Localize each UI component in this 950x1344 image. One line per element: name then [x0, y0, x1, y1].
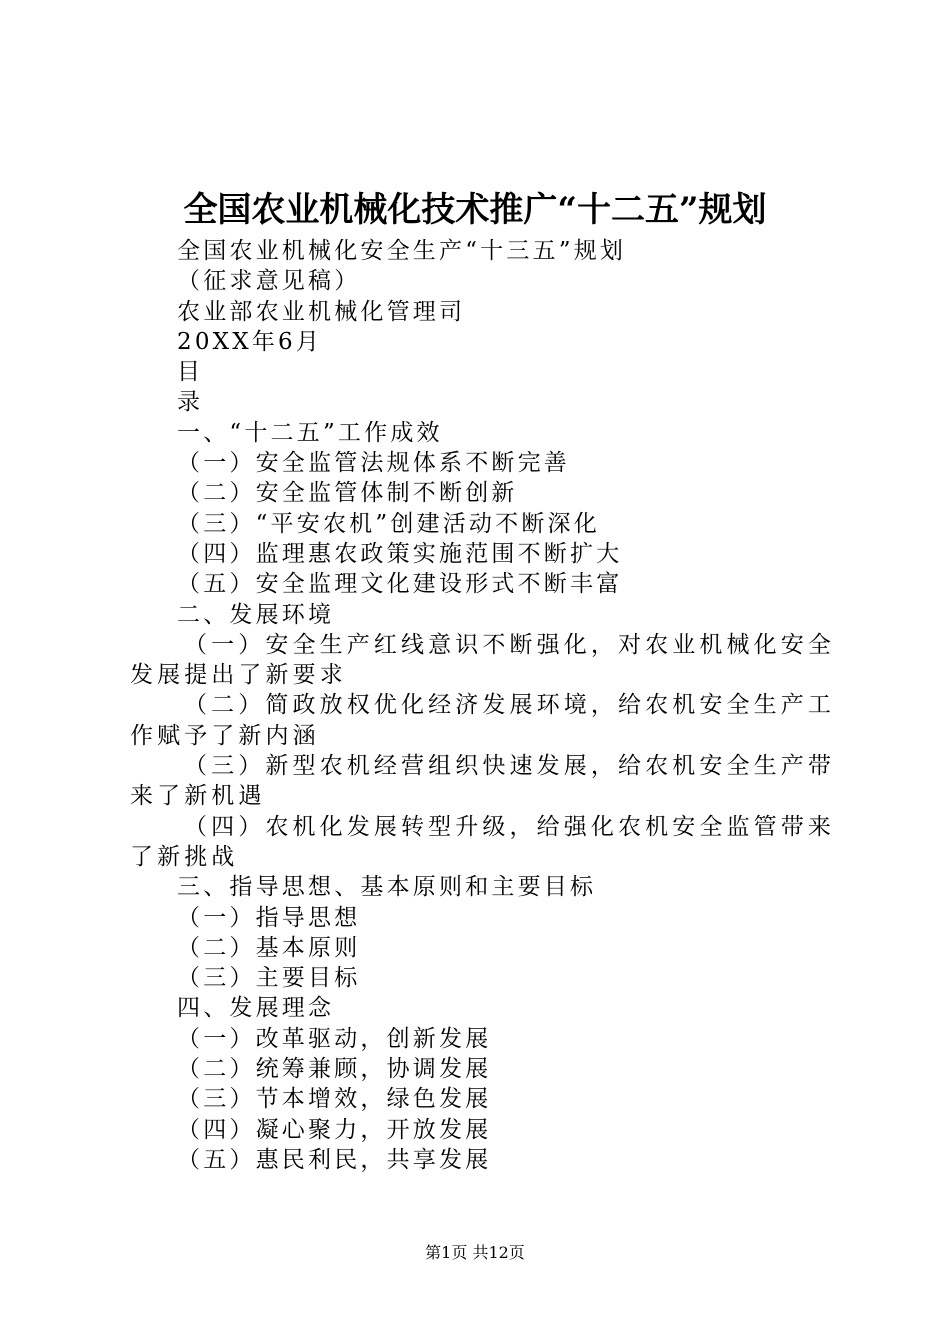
body-line: （二）安全监管体制不断创新 — [177, 480, 518, 507]
body-line: 二、发展环境 — [177, 601, 335, 628]
body-line: （三）主要目标 — [177, 965, 361, 992]
body-paragraph: （四）农机化发展转型升级，给强化农机安全监管带来了新挑战 — [130, 813, 835, 870]
body-line: 农业部农业机械化管理司 — [177, 298, 466, 325]
document-title: 全国农业机械化技术推广“十二五”规划 — [183, 190, 767, 230]
body-line: 录 — [177, 389, 204, 416]
body-line: （一）指导思想 — [177, 904, 361, 931]
body-line: （三）“平安农机”创建活动不断深化 — [177, 510, 600, 537]
document-body — [130, 236, 835, 1175]
body-line: 20XX年6月 — [177, 328, 323, 355]
body-line: 目 — [177, 359, 204, 386]
body-paragraph: （二）简政放权优化经济发展环境，给农机安全生产工作赋予了新内涵 — [130, 692, 835, 749]
page-footer: 第1页 共12页 — [425, 1243, 525, 1262]
body-line: （四）监理惠农政策实施范围不断扩大 — [177, 540, 623, 567]
body-line: （一）改革驱动，创新发展 — [177, 1025, 492, 1052]
body-line: （五）惠民利民，共享发展 — [177, 1146, 492, 1173]
body-line: 四、发展理念 — [177, 995, 335, 1022]
body-line: 三、指导思想、基本原则和主要目标 — [177, 874, 597, 901]
body-line: （五）安全监理文化建设形式不断丰富 — [177, 571, 623, 598]
body-line: （二）基本原则 — [177, 934, 361, 961]
body-paragraph: （三）新型农机经营组织快速发展，给农机安全生产带来了新机遇 — [130, 753, 835, 810]
body-line: （二）统筹兼顾，协调发展 — [177, 1056, 492, 1083]
body-line: （一）安全监管法规体系不断完善 — [177, 450, 570, 477]
body-line: （征求意见稿） — [177, 268, 361, 295]
body-line: （三）节本增效，绿色发展 — [177, 1086, 492, 1113]
body-line: 全国农业机械化安全生产“十三五”规划 — [177, 238, 627, 264]
body-line: 一、“十二五”工作成效 — [177, 419, 443, 446]
body-line: （四）凝心聚力，开放发展 — [177, 1116, 492, 1143]
body-paragraph: （一）安全生产红线意识不断强化，对农业机械化安全发展提出了新要求 — [130, 631, 835, 689]
